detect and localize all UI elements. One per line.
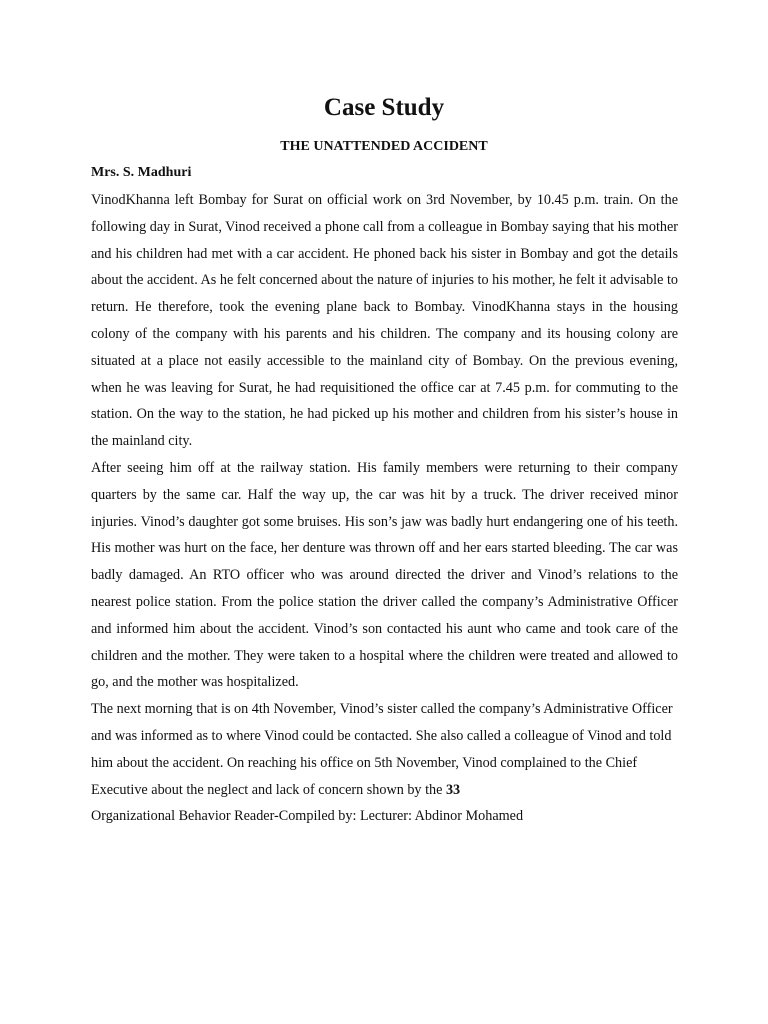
case-subtitle: THE UNATTENDED ACCIDENT bbox=[280, 139, 488, 154]
paragraph-1: VinodKhanna left Bombay for Surat on official work on 3rd November, by 10.45 p.m. train. On the following day in Surat, Vinod received a phone call from a colleague in Bombay saying that his mother and his children had met with a car accident. He phoned back his sister in Bombay and got the details about the accident. As he felt concerned about the nature of injuries to his mother, he felt it advisable to return. He therefore, took the evening plane back to Bombay. VinodKhanna stays in the housing colony of the company with his parents and his children. The company and its housing colony are situated at a place not easily accessible to the mainland city of Bombay. On the previous evening, when he was leaving for Surat, he had requisitioned the office car at 7.45 p.m. for commuting to the station. On the way to the station, he had picked up his mother and children from his sister’s house in the mainland city. bbox=[91, 192, 678, 450]
paragraph-2: After seeing him off at the railway station. His family members were returning to their company quarters by the same car. Half the way up, the car was hit by a truck. The driver received minor injuries. Vinod’s daughter got some bruises. His son’s jaw was badly hurt endangering one of his teeth. His mother was hurt on the face, her denture was thrown off and her ears started bleeding. The car was badly damaged. An RTO officer who was around directed the driver and Vinod’s relations to the nearest police station. From the police station the driver called the company’s Administrative Officer and informed him about the accident. Vinod’s son contacted his aunt who came and took care of the children and the mother. They were taken to a hospital where the children were treated and allowed to go, and the mother was hospitalized. bbox=[91, 459, 678, 691]
paragraph-3 bbox=[91, 696, 678, 830]
author-name: Mrs. S. Madhuri bbox=[91, 165, 192, 180]
footer-text: Organizational Behavior Reader-Compiled by: Lecturer: Abdinor Mohamed bbox=[91, 808, 524, 825]
page-title: Case Study bbox=[323, 94, 445, 121]
page-number: 33 bbox=[445, 781, 461, 798]
body-text bbox=[91, 187, 678, 830]
paragraph-3-text: The next morning that is on 4th November, Vinod’s sister called the company’s Administrative Officer and was informed as to where Vinod could be contacted. She also called a colleague of Vinod and told him about the accident. On reaching his office on 5th November, Vinod complained to the Chief Executive about the neglect and lack of concern shown by the bbox=[91, 701, 673, 798]
